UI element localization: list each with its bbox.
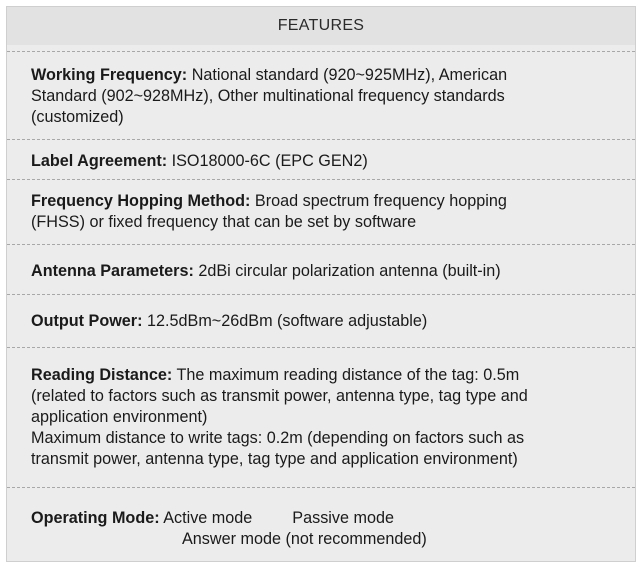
row-working-frequency (7, 51, 635, 139)
value-working-frequency-3: (customized) (31, 108, 124, 126)
value-frequency-hopping-1: Broad spectrum frequency hopping (254, 192, 507, 210)
value-reading-distance-1: The maximum reading distance of the tag: 0.5m (176, 366, 520, 384)
table-header: FEATURES (7, 7, 635, 45)
row-operating-mode (7, 487, 635, 563)
mode-answer: Answer mode (not recommended) (182, 530, 427, 548)
row-antenna-parameters (7, 244, 635, 294)
row-reading-distance (7, 347, 635, 487)
label-reading-distance: Reading Distance: (31, 366, 173, 384)
row-output-power (7, 294, 635, 347)
value-output-power: 12.5dBm~26dBm (software adjustable) (147, 312, 428, 330)
features-table (6, 6, 636, 562)
value-antenna-parameters: 2dBi circular polarization antenna (built-in) (198, 262, 501, 280)
label-label-agreement: Label Agreement: (31, 152, 168, 170)
row-frequency-hopping (7, 179, 635, 244)
value-working-frequency-1: National standard (920~925MHz), American (191, 66, 508, 84)
mode-active: Active mode (163, 509, 253, 527)
label-working-frequency: Working Frequency: (31, 66, 188, 84)
mode-passive: Passive mode (292, 509, 394, 527)
value-label-agreement: ISO18000-6C (EPC GEN2) (171, 152, 368, 170)
value-reading-distance-2: (related to factors such as transmit power, antenna type, tag type and (31, 387, 528, 405)
value-reading-distance-3: application environment) (31, 408, 208, 426)
label-antenna-parameters: Antenna Parameters: (31, 262, 194, 280)
value-reading-distance-4: Maximum distance to write tags: 0.2m (depending on factors such as (31, 429, 525, 447)
label-frequency-hopping: Frequency Hopping Method: (31, 192, 251, 210)
value-frequency-hopping-2: (FHSS) or fixed frequency that can be set by software (31, 213, 417, 231)
label-output-power: Output Power: (31, 312, 143, 330)
label-operating-mode: Operating Mode: (31, 509, 160, 527)
value-reading-distance-5: transmit power, antenna type, tag type and application environment) (31, 450, 518, 468)
value-working-frequency-2: Standard (902~928MHz), Other multinational frequency standards (31, 87, 505, 105)
row-label-agreement (7, 139, 635, 179)
